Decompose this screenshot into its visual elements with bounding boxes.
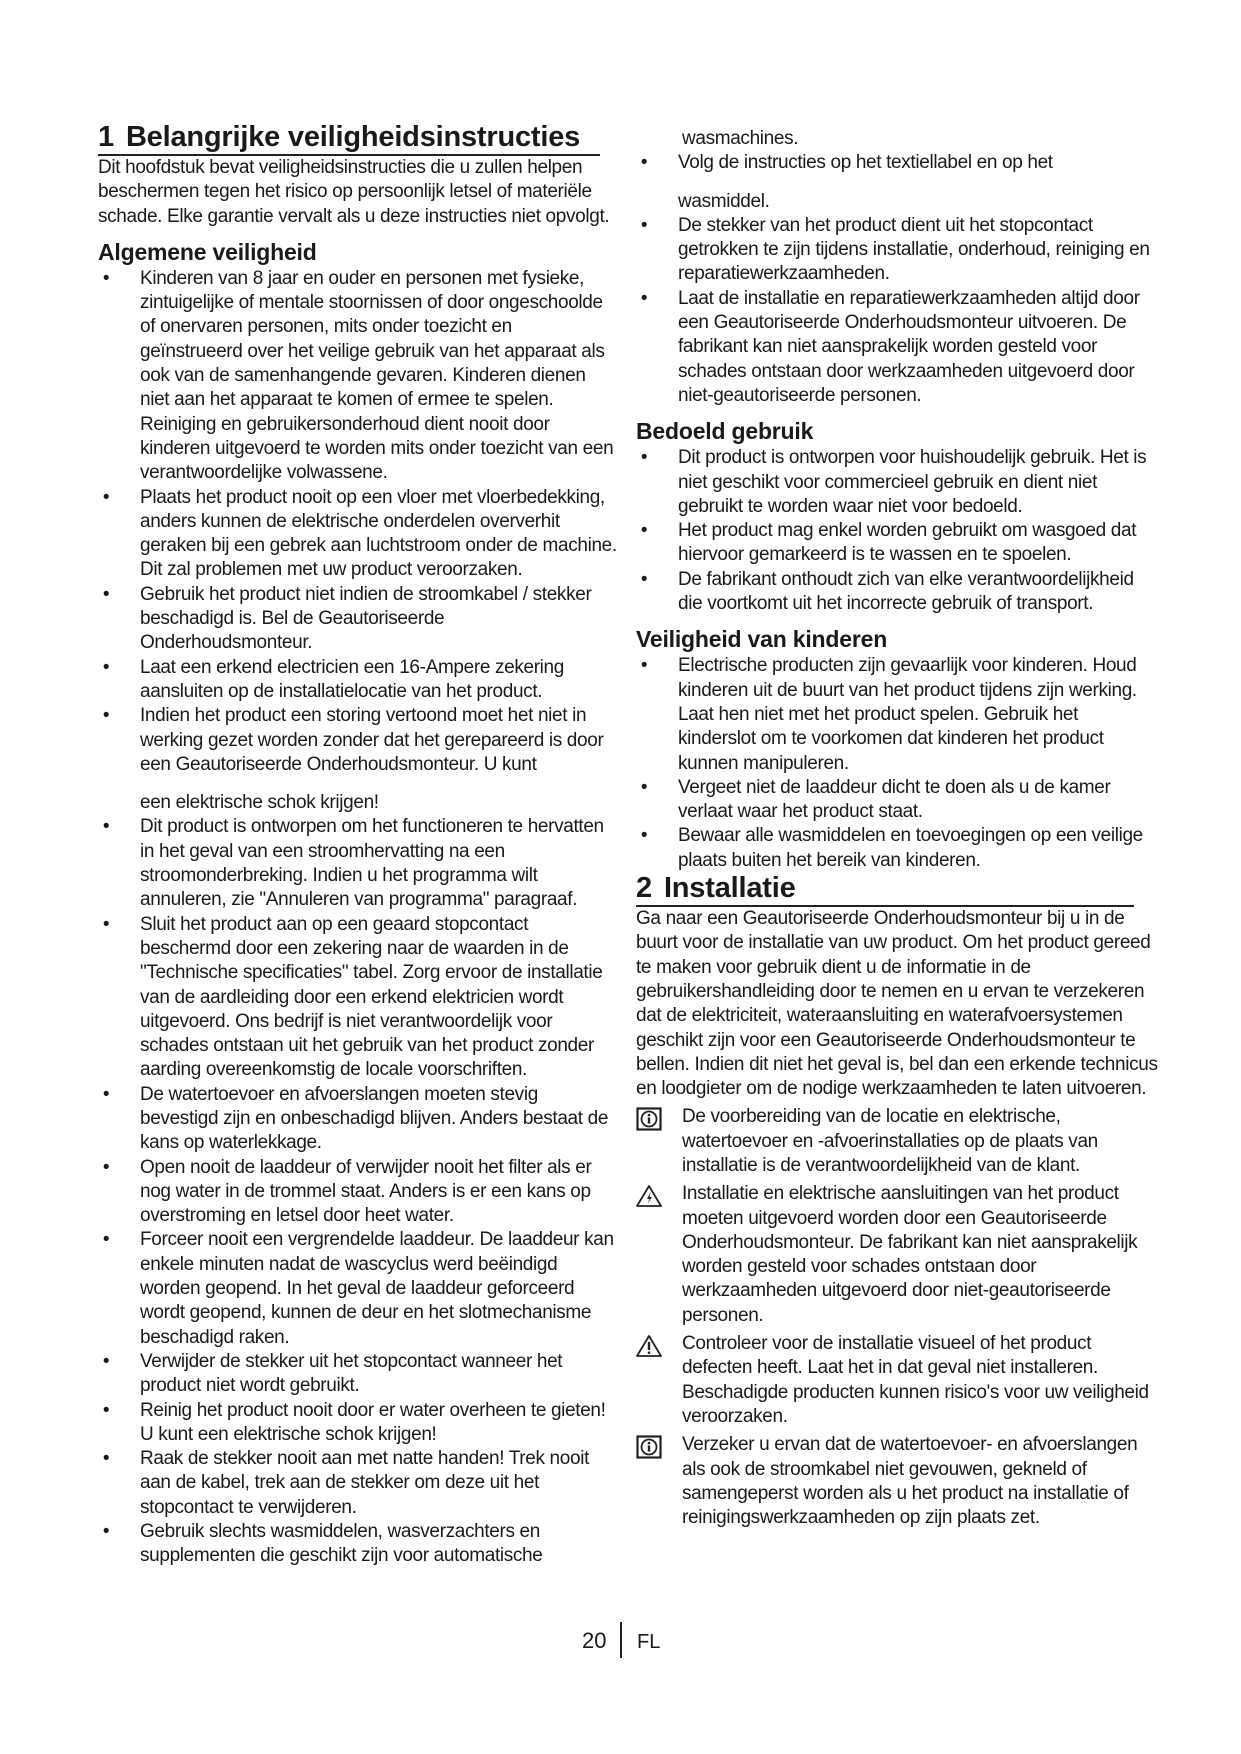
bullet-icon: • — [102, 705, 110, 727]
section-1-title-text: Belangrijke veiligheidsinstructies — [125, 121, 581, 153]
list-item-text: Verwijder de stekker uit het stopcontact wanneer het product niet wordt gebruikt. — [140, 1350, 563, 1397]
right-column — [636, 127, 1160, 1530]
list-item-text: Gebruik het product niet indien de stroomkabel / stekker beschadigd is. Bel de Geautoriseerde Onderhoudsmonteur. — [140, 583, 592, 654]
list-item-text: De fabrikant onthoudt zich van elke verantwoordelijkheid die voortkomt uit het incorrecte gebruik of transport. — [678, 568, 1134, 615]
list-item-text: Gebruik slechts wasmiddelen, wasverzachters en supplementen die geschikt zijn voor automatische — [140, 1521, 543, 1567]
list-item-text: De stekker van het product dient uit het stopcontact getrokken te zijn tijdens installatie, onderhoud, reiniging en reparatiewerkzaamheden. — [678, 214, 1150, 285]
list-item-text: Indien het product een storing vertoond moet het niet in werking gezet worden zonder dat het gerepareerd is door een Geautoriseerde Onderhoudsmonteur. U kunt — [140, 705, 604, 775]
list-item — [98, 704, 618, 815]
note-warning — [636, 1182, 1160, 1328]
note-text: De voorbereiding van de locatie en elektrische, watertoevoer en -afvoerinstallaties op de plaats van installatie is de verantwoordelijkheid van de klant. — [682, 1106, 1098, 1176]
list-item — [98, 1399, 618, 1448]
bullet-icon: • — [102, 656, 110, 678]
bullet-icon: • — [102, 1156, 110, 1178]
page-footer — [0, 1622, 1241, 1662]
section-1-number: 1 — [98, 121, 114, 153]
child-safety-heading: Veiligheid van kinderen — [636, 626, 888, 653]
list-item — [98, 583, 618, 656]
list-item — [98, 1156, 618, 1229]
language-code: FL — [637, 1631, 661, 1653]
list-item — [98, 1350, 618, 1399]
continuation-text: wasmachines. — [682, 128, 799, 149]
bullet-icon: • — [102, 486, 110, 508]
list-item — [636, 214, 1160, 287]
list-item-text: Reinig het product nooit door er water overheen te gieten! U kunt een elektrische schok krijgen! — [140, 1399, 606, 1445]
list-item — [636, 824, 1160, 873]
list-item-text: Dit product is ontworpen om het functioneren te hervatten in het geval van een stroomhervatting na een stroomonderbreking. Indien u het programma wilt annuleren, zie "Annuleren van programma" paragraaf. — [140, 816, 604, 911]
bullet-icon: • — [640, 287, 648, 309]
section-1-intro: Dit hoofdstuk bevat veiligheidsinstructies die u zullen helpen beschermen tegen het risico op persoonlijk letsel of materiële schade. Elke garantie vervalt als u deze instructies niet opvolgt. — [98, 157, 610, 227]
bullet-icon: • — [640, 520, 648, 542]
note-warning — [636, 1332, 1160, 1429]
list-item-text: Kinderen van 8 jaar en ouder en personen met fysieke, zintuigelijke of mentale stoornissen of door ongeschoolde of onervaren personen, mits onder toezicht en geïnstrueerd over het veilige gebruik van het apparaat als ook van de samenhangende gevaren. Kinderen dienen niet aan het apparaat te komen of ermee te spelen. Reiniging en gebruikersonderhoud dient nooit door kinderen uitgevoerd te worden mits onder toezicht van een verantwoordelijke volwassene. — [140, 267, 614, 484]
note-info — [636, 1433, 1160, 1530]
bullet-icon: • — [640, 776, 648, 798]
general-safety-list — [98, 267, 618, 1569]
list-item — [636, 776, 1160, 825]
bullet-icon: • — [102, 583, 110, 605]
note-info — [636, 1105, 1160, 1178]
warning-icon — [636, 1184, 662, 1210]
bullet-icon: • — [102, 1083, 110, 1105]
page-number: 20 — [582, 1628, 607, 1653]
list-item — [98, 913, 618, 1083]
list-item-continuation: wasmiddel. — [678, 190, 770, 212]
bullet-icon: • — [102, 267, 110, 289]
list-item-text: Volg de instructies op het textiellabel en op het — [678, 152, 1053, 174]
section-2-number: 2 — [636, 872, 652, 905]
child-safety-list — [636, 654, 1160, 873]
bullet-icon: • — [640, 825, 648, 847]
general-safety-list-continued — [636, 151, 1160, 408]
list-item — [98, 815, 618, 912]
list-item — [98, 486, 618, 583]
list-item-text: Bewaar alle wasmiddelen en toevoegingen op een veilige plaats buiten het bereik van kinderen. — [678, 825, 1143, 871]
bullet-icon: • — [102, 913, 110, 935]
info-icon — [636, 1107, 662, 1133]
list-item-text: Open nooit de laaddeur of verwijder nooit het filter als er nog water in de trommel staat. Anders is er een kans op overstroming en letsel door heet water. — [140, 1156, 592, 1227]
bullet-icon: • — [102, 1521, 110, 1543]
bullet-icon: • — [102, 1399, 110, 1421]
list-item-text: Plaats het product nooit op een vloer met vloerbedekking, anders kunnen de elektrische onderdelen oververhit geraken bij een gebrek aan luchtstroom onder de machine. Dit zal problemen met uw product veroorzaken. — [140, 486, 617, 581]
left-column — [98, 122, 618, 1569]
list-item-text: Raak de stekker nooit aan met natte handen! Trek nooit aan de kabel, trek aan de stekker om deze uit het stopcontact te verwijderen. — [140, 1448, 590, 1518]
bullet-icon: • — [640, 568, 648, 590]
bullet-icon: • — [640, 214, 648, 236]
list-item-text: Sluit het product aan op een geaard stopcontact beschermd door een zekering naar de waarden in de "Technische specificaties" tabel. Zorg ervoor de installatie van de aardleiding door een erkend elektricien wordt uitgevoerd. Ons bedrijf is niet verantwoordelijk voor schades ontstaan uit het gebruik van het product zonder aarding overeenkomstig de locale voorschriften. — [140, 913, 603, 1081]
list-item — [636, 287, 1160, 408]
intended-use-heading: Bedoeld gebruik — [636, 418, 814, 445]
bullet-icon: • — [102, 1448, 110, 1470]
list-item-continuation: een elektrische schok krijgen! — [140, 792, 379, 814]
list-item — [636, 519, 1160, 568]
list-item-text: Electrische producten zijn gevaarlijk voor kinderen. Houd kinderen uit de buurt van het product tijdens zijn werking. Laat hen niet met het product spelen. Gebruik het kinderslot om te voorkomen dat kinderen het product kunnen manipuleren. — [678, 655, 1137, 774]
bullet-icon: • — [102, 1350, 110, 1372]
list-item-text: Het product mag enkel worden gebruikt om wasgoed dat hiervoor gemarkeerd is te wassen en te spoelen. — [678, 520, 1137, 566]
list-item — [98, 656, 618, 705]
section-1-title — [98, 122, 600, 156]
bullet-icon: • — [102, 1229, 110, 1251]
bullet-icon: • — [640, 655, 648, 677]
list-item-text: Forceer nooit een vergrendelde laaddeur. De laaddeur kan enkele minuten nadat de wascyclus werd beëindigd worden geopend. In het geval de laaddeur geforceerd wordt geopend, kunnen de deur en het slotmechanisme beschadigd raken. — [140, 1229, 614, 1348]
list-item — [98, 1447, 618, 1520]
note-text: Verzeker u ervan dat de watertoevoer- en afvoerslangen als ook de stroomkabel niet gevouwen, gekneld of samengeperst worden als u het product na installatie of reinigingswerkzaamheden op zijn plaats zet. — [682, 1434, 1138, 1529]
intended-use-list — [636, 446, 1160, 616]
list-item-text: Laat een erkend electricien een 16-Ampere zekering aansluiten op de installatielocatie van het product. — [140, 656, 564, 702]
list-item — [98, 267, 618, 486]
note-text: Installatie en elektrische aansluitingen van het product moeten uitgevoerd worden door een Geautoriseerde Onderhoudsmonteur. De fabrikant kan niet aansprakelijk worden gesteld voor schades ontstaan door werkzaamheden uitgevoerd door niet-geautoriseerde personen. — [682, 1183, 1138, 1326]
bullet-icon: • — [640, 447, 648, 469]
list-item — [98, 1520, 618, 1569]
list-item — [636, 151, 1160, 214]
section-2-title — [636, 873, 1134, 907]
list-item — [636, 568, 1160, 617]
list-item-text: Dit product is ontworpen voor huishoudelijk gebruik. Het is niet geschikt voor commercieel gebruik en dient niet gebruikt te worden waar niet voor bedoeld. — [678, 447, 1147, 517]
installation-intro: Ga naar een Geautoriseerde Onderhoudsmonteur bij u in de buurt voor de installatie van uw product. Om het product gereed te maken voor gebruik dient u de informatie in de gebruikershandleiding door te nemen en u ervan te verzekeren dat de elektriciteit, wateraansluiting en waterafvoersystemen geschikt zijn voor een Geautoriseerde Onderhoudsmonteur te bellen. Indien dit niet het geval is, bel dan een erkende technicus en loodgieter om de nodige werkzaamheden te laten uitvoeren. — [636, 908, 1158, 1100]
list-item-text: Laat de installatie en reparatiewerkzaamheden altijd door een Geautoriseerde Onderhoudsmonteur uitvoeren. De fabrikant kan niet aansprakelijk worden gesteld voor schades ontstaan door werkzaamheden uitgevoerd door niet-geautoriseerde personen. — [678, 287, 1140, 406]
info-icon — [636, 1435, 662, 1461]
warning-icon — [636, 1334, 662, 1360]
footer-divider — [620, 1622, 622, 1658]
list-item — [636, 654, 1160, 775]
list-item — [636, 446, 1160, 519]
section-2-title-text: Installatie — [663, 872, 796, 905]
list-item — [98, 1228, 618, 1349]
note-text: Controleer voor de installatie visueel of het product defecten heeft. Laat het in dat geval niet installeren. Beschadigde producten kunnen risico's voor uw veiligheid veroorzaken. — [682, 1333, 1149, 1427]
list-item — [98, 1083, 618, 1156]
bullet-icon: • — [102, 816, 110, 838]
general-safety-heading: Algemene veiligheid — [98, 238, 317, 265]
list-item-text: De watertoevoer en afvoerslangen moeten stevig bevestigd zijn en onbeschadigd blijven. Anders bestaat de kans op waterlekkage. — [140, 1083, 609, 1154]
list-item-text: Vergeet niet de laaddeur dicht te doen als u de kamer verlaat waar het product staat. — [678, 776, 1111, 823]
bullet-icon: • — [640, 152, 648, 174]
